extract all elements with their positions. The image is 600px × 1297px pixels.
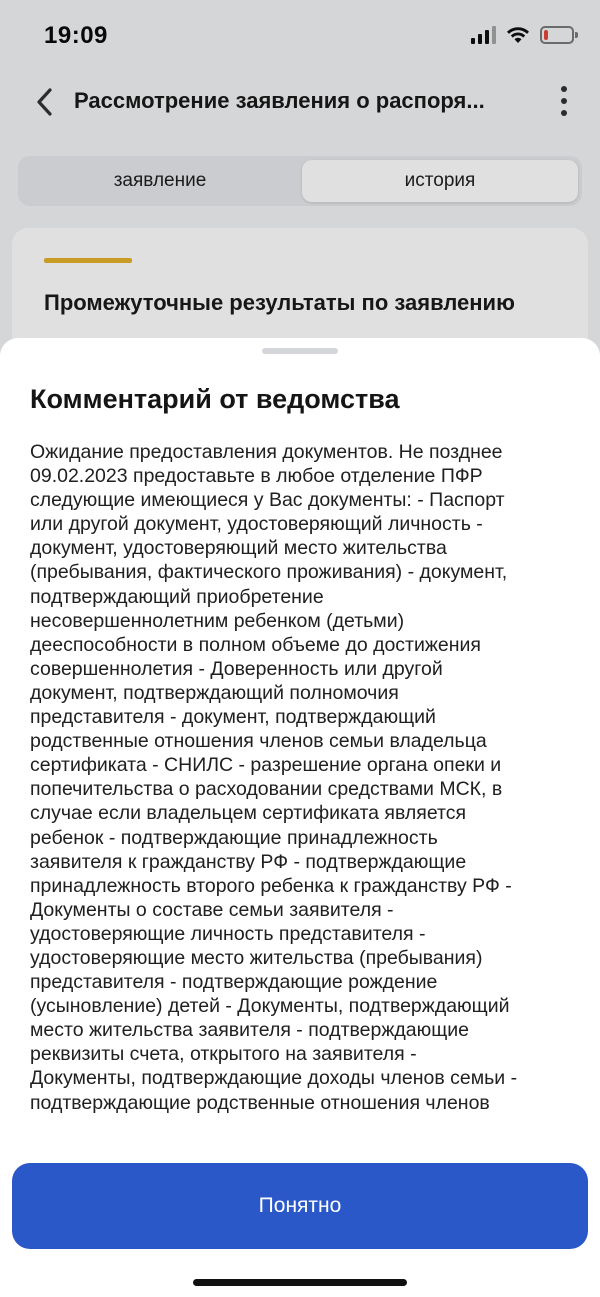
ok-button[interactable]: Понятно [12,1163,588,1249]
sheet-grabber[interactable] [262,348,338,354]
comment-text: Ожидание предоставления документов. Не позднее 09.02.2023 предоставьте в любое отделение ПФР следующие имеющиеся у Вас документы: - Паспорт или другой документ, удостоверяющий личность - документ, удостоверяющий место жительства (пребывания, фактического проживания) - документ, подтверждающий приобретение несовершеннолетним ребенком (детьми) дееспособности в полном объеме до достижения совершеннолетия - Доверенность или другой документ, подтверждающий полномочия представителя - документ, подтверждающий родственные отношения членов семьи владельца сертификата - СНИЛС - разрешение органа опеки и попечительства о расходовании средствами МСК, в случае если владельцем сертификата является ребенок - подтверждающие принадлежность заявителя к гражданству РФ - подтверждающие принадлежность второго ребенка к гражданству РФ - Документы о составе семьи заявителя - удостоверяющие личность представителя - удостоверяющие место жительства (пребывания) представителя - подтверждающие рождение (усыновление) детей - Документы, подтверждающий место жительства заявителя - подтверждающие реквизиты счета, открытого на заявителя - Документы, подтверждающие доходы членов семьи - подтверждающие родственные отношения членов [30,441,518,1114]
home-indicator [193,1279,407,1286]
tab-history[interactable]: история [302,160,578,202]
bottom-sheet [0,338,600,1297]
card-title: Промежуточные результаты по заявлению [44,290,515,315]
status-time: 19:09 [44,22,108,49]
page-title: Рассмотрение заявления о распоря... [74,88,485,113]
sheet-title: Комментарий от ведомства [30,384,400,414]
tab-application[interactable]: заявление [113,170,207,191]
